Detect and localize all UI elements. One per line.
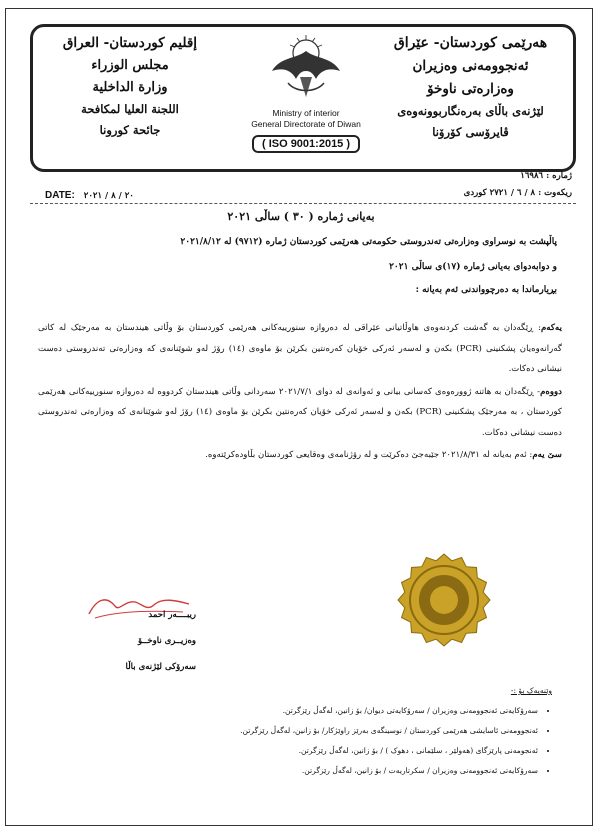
clause-first-label: یەکەم xyxy=(540,323,562,333)
iso-badge: ( ISO 9001:2015 ) xyxy=(252,135,360,153)
statement-basis: پاڵپشت بە نوسراوی وەزارەتی تەندروستی حکومەتی هەرێمی کوردستان ژمارە (٩٧١٢) لە ٢٠٢١/٨/١٢ xyxy=(180,237,557,247)
letterhead-frame xyxy=(30,24,576,172)
signatory-name: ریبــــەر احمد xyxy=(148,610,196,620)
clause-second-label: دووەم xyxy=(540,386,563,397)
statement-title: بەیانی ژمارە ( ٣٠ ) ساڵی ٢٠٢١ xyxy=(227,210,375,223)
statement-followup: و دوابەدوای بەیانی ژمارە (١٧)ی ساڵی ٢٠٢١ xyxy=(389,262,557,272)
copies-list xyxy=(240,701,552,781)
kurdish-virus: ڤایرۆسی کۆرۆنا xyxy=(432,125,509,139)
arabic-region: إقليم كوردستان- العراق xyxy=(62,35,198,51)
directorate-english: General Directorate of Diwan xyxy=(251,119,361,129)
arabic-committee: اللجنة العليا لمكافحة xyxy=(81,102,179,116)
arabic-council: مجلس الوزراء xyxy=(91,58,169,73)
copies-section xyxy=(240,686,552,781)
signature-block xyxy=(100,602,196,680)
statement-body xyxy=(38,318,562,468)
signatory-role: وەزیــری ناوخــۆ xyxy=(138,636,196,646)
copy-recipient: • ئەنجومەنی پارێزگای (هەولێر ، سلێمانی ، دهوک ) / بۆ زانین، لەگەڵ رێزگرتن. xyxy=(240,741,538,761)
reference-block xyxy=(464,168,572,202)
reference-number: ژمارە : ١٦٩٨٦ xyxy=(520,171,572,181)
header-divider xyxy=(30,203,576,204)
copies-heading: وێنەیەک بۆ :- xyxy=(510,686,552,695)
arabic-ministry: وزارة الداخلية xyxy=(92,80,168,95)
statement-decision: بڕیارماندا بە دەرچوواندنی ئەم بەیانە : xyxy=(415,285,557,295)
clause-first xyxy=(38,318,562,380)
clause-second-text: - ڕێگەدان بە هاتنە ژوورەوەی کەسانی بیانی و ئەوانەی لە دوای ٢٠٢١/٧/١ سەردانی وڵاتی هیندستان کردووە لە دەروازە سنورییەکانی هەرێمی کوردستان ، بە مەرجێک پشکنینی (PCR) بکەن و لەسەر ئەرکی خۆیان کەرەنتین بکرێن بۆ ماوەی (١٤) رۆژ لەو شوێنانەی کە وەزارەتی تەندروستی دەست نیشانی دەکات. xyxy=(38,386,562,438)
copy-recipient: • ئەنجوومەنی ئاسایشی هەرێمی کوردستان / نوسینگەی بەرێز راوێژکار/ بۆ زانین، لەگەڵ رێزگرتن. xyxy=(240,721,538,741)
arabic-pandemic: جائحة كورونا xyxy=(99,123,161,137)
kurdish-committee: لێژنەی باڵای بەرەنگاربوونەوەی xyxy=(397,104,544,118)
reference-date: ریكەوت : ٨ / ٦ / ٢٧٢١ کوردی xyxy=(463,188,572,198)
letterhead-arabic xyxy=(55,35,205,144)
clause-first-text: : ڕێگەدان بە گەشت کردنەوەی هاوڵاتیانی عێراقی لە دەروازە سنورییەکانی هەرێمی کوردستان بۆ وڵاتی هیندستان بە مەرجێک لە کاتی گەرانەوەیان پشکنینی (PCR) بکەن و لەسەر ئەرکی خۆیان کەرەنتین بکرێن بۆ ماوەی (١٤) رۆژ لەو شوێنانەی کە وەزارەتی تەندروستی دەست نیشانی دەکات. xyxy=(38,323,562,374)
clause-third-text: : ئەم بەیانە لە ٢٠٢١/٨/٣١ جێبەجێ دەکرێت و لە رۆژنامەی وەقایعی کوردستان بڵاودەکرێتەوە. xyxy=(205,450,533,460)
clause-second xyxy=(38,382,562,444)
date-value: ٢٠ / ٨ / ٢٠٢١ xyxy=(83,191,134,201)
kurdish-ministry: وەزارەتی ناوخۆ xyxy=(427,81,514,97)
date-label: DATE: xyxy=(45,190,75,201)
ministry-english: Ministry of interior xyxy=(272,108,340,118)
letterhead-kurdish xyxy=(388,35,553,146)
kurdistan-emblem-icon xyxy=(266,31,346,103)
clause-third xyxy=(38,445,562,466)
clause-third-label: سێ یەم xyxy=(532,450,562,460)
kurdish-region: هەرێمی کوردستان- عێراق xyxy=(393,35,548,51)
kurdish-council: ئەنجوومەنی وەزیران xyxy=(412,58,529,74)
date-line xyxy=(45,190,134,201)
letterhead-center xyxy=(233,31,379,153)
copy-recipient: • سەرۆکایەتی ئەنجوومەنی وەزیران / سکرتاریەت / بۆ زانین، لەگەڵ رێزگرتن. xyxy=(240,761,538,781)
official-seal-icon xyxy=(396,550,492,650)
copy-recipient: • سەرۆکایەتی ئەنجوومەنی وەزیران / سەرۆکایەتی دیوان/ بۆ زانین، لەگەڵ رێزگرتن. xyxy=(240,701,538,721)
signatory-committee-role: سەرۆکی لێژنەی باڵا xyxy=(125,662,196,672)
